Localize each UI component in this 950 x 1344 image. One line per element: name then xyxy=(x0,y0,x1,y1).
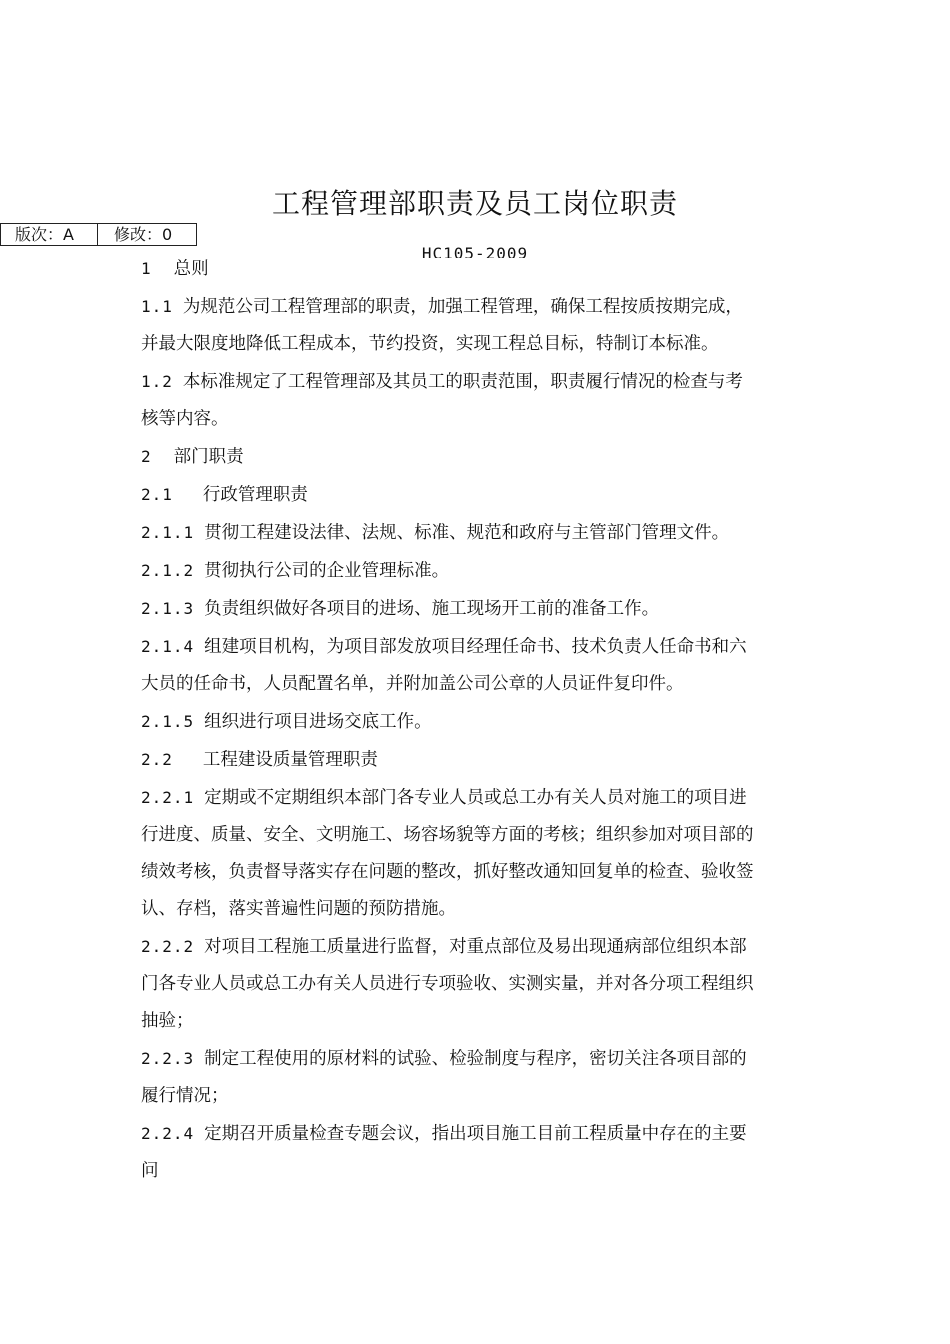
paragraph-line xyxy=(141,590,821,628)
paragraph-line xyxy=(141,817,821,854)
clause-number: 2.1.5 xyxy=(141,712,195,731)
clause-text: 贯彻工程建设法律、法规、标准、规范和政府与主管部门管理文件。 xyxy=(204,523,730,543)
section-number: 2.1 xyxy=(141,485,173,504)
paragraph-line xyxy=(141,363,821,401)
clause-text: 定期或不定期组织本部门各专业人员或总工办有关人员对施工的项目进 xyxy=(204,788,747,808)
clause-number: 2.1.1 xyxy=(141,523,195,542)
document-body xyxy=(141,250,821,1190)
clause-text: 并最大限度地降低工程成本，节约投资，实现工程总目标，特制订本标准。 xyxy=(141,334,719,354)
paragraph-line xyxy=(141,1003,821,1040)
paragraph-line xyxy=(141,1040,821,1078)
paragraph-line xyxy=(141,1078,821,1115)
paragraph-line xyxy=(141,628,821,666)
clause-text: 贯彻执行公司的企业管理标准。 xyxy=(204,561,450,581)
clause-text: 制定工程使用的原材料的试验、检验制度与程序，密切关注各项目部的 xyxy=(204,1049,747,1069)
section-text: 行政管理职责 xyxy=(202,485,308,505)
version-label: 版次：A xyxy=(1,224,98,245)
section-text: 总则 xyxy=(173,259,209,279)
clause-number: 2.2.3 xyxy=(141,1049,195,1068)
clause-text: 绩效考核，负责督导落实存在问题的整改，抓好整改通知回复单的检查、验收签 xyxy=(141,862,754,882)
clause-number: 2.2.2 xyxy=(141,937,195,956)
clause-number: 1.1 xyxy=(141,297,173,316)
paragraph-line xyxy=(141,966,821,1003)
paragraph-line xyxy=(141,891,821,928)
section-number: 2 xyxy=(141,447,152,466)
clause-text: 对项目工程施工质量进行监督，对重点部位及易出现通病部位组织本部 xyxy=(204,937,747,957)
clause-text: 组织进行项目进场交底工作。 xyxy=(204,712,432,732)
paragraph-line xyxy=(141,401,821,438)
section-number: 2.2 xyxy=(141,750,173,769)
clause-text: 大员的任命书，人员配置名单，并附加盖公司公章的人员证件复印件。 xyxy=(141,674,684,694)
clause-text: 负责组织做好各项目的进场、施工现场开工前的准备工作。 xyxy=(204,599,660,619)
subsection-heading xyxy=(141,741,821,779)
clause-text: 认、存档，落实普遍性问题的预防措施。 xyxy=(141,899,456,919)
section-heading xyxy=(141,438,821,476)
paragraph-line xyxy=(141,288,821,326)
document-title: 工程管理部职责及员工岗位职责 xyxy=(271,187,678,220)
section-heading xyxy=(141,250,821,288)
clause-number: 2.2.4 xyxy=(141,1124,195,1143)
paragraph-line xyxy=(141,666,821,703)
paragraph-line xyxy=(141,854,821,891)
paragraph-line xyxy=(141,514,821,552)
paragraph-line xyxy=(141,928,821,966)
paragraph-line xyxy=(141,1115,821,1153)
version-box xyxy=(0,223,197,246)
paragraph-line xyxy=(141,326,821,363)
clause-text: 问 xyxy=(141,1161,159,1181)
paragraph-line xyxy=(141,1153,821,1190)
paragraph-line xyxy=(141,552,821,590)
clause-number: 2.1.4 xyxy=(141,637,195,656)
clause-text: 为规范公司工程管理部的职责，加强工程管理，确保工程按质按期完成， xyxy=(182,297,743,317)
clause-text: 组建项目机构，为项目部发放项目经理任命书、技术负责人任命书和六 xyxy=(204,637,747,657)
clause-number: 2.1.3 xyxy=(141,599,195,618)
clause-number: 2.1.2 xyxy=(141,561,195,580)
paragraph-line xyxy=(141,779,821,817)
subsection-heading xyxy=(141,476,821,514)
clause-number: 1.2 xyxy=(141,372,173,391)
section-text: 部门职责 xyxy=(173,447,244,467)
clause-text: 行进度、质量、安全、文明施工、场容场貌等方面的考核；组织参加对项目部的 xyxy=(141,825,754,845)
paragraph-line xyxy=(141,703,821,741)
section-text: 工程建设质量管理职责 xyxy=(202,750,378,770)
clause-text: 门各专业人员或总工办有关人员进行专项验收、实测实量，并对各分项工程组织 xyxy=(141,974,754,994)
document-code: HC105-2009 xyxy=(421,244,529,258)
clause-text: 核等内容。 xyxy=(141,409,229,429)
clause-number: 2.2.1 xyxy=(141,788,195,807)
clause-text: 本标准规定了工程管理部及其员工的职责范围，职责履行情况的检查与考 xyxy=(182,372,743,392)
clause-text: 定期召开质量检查专题会议，指出项目施工目前工程质量中存在的主要 xyxy=(204,1124,747,1144)
clause-text: 履行情况； xyxy=(141,1086,229,1106)
revision-label: 修改：0 xyxy=(114,225,173,244)
clause-text: 抽验； xyxy=(141,1011,194,1031)
section-number: 1 xyxy=(141,259,152,278)
